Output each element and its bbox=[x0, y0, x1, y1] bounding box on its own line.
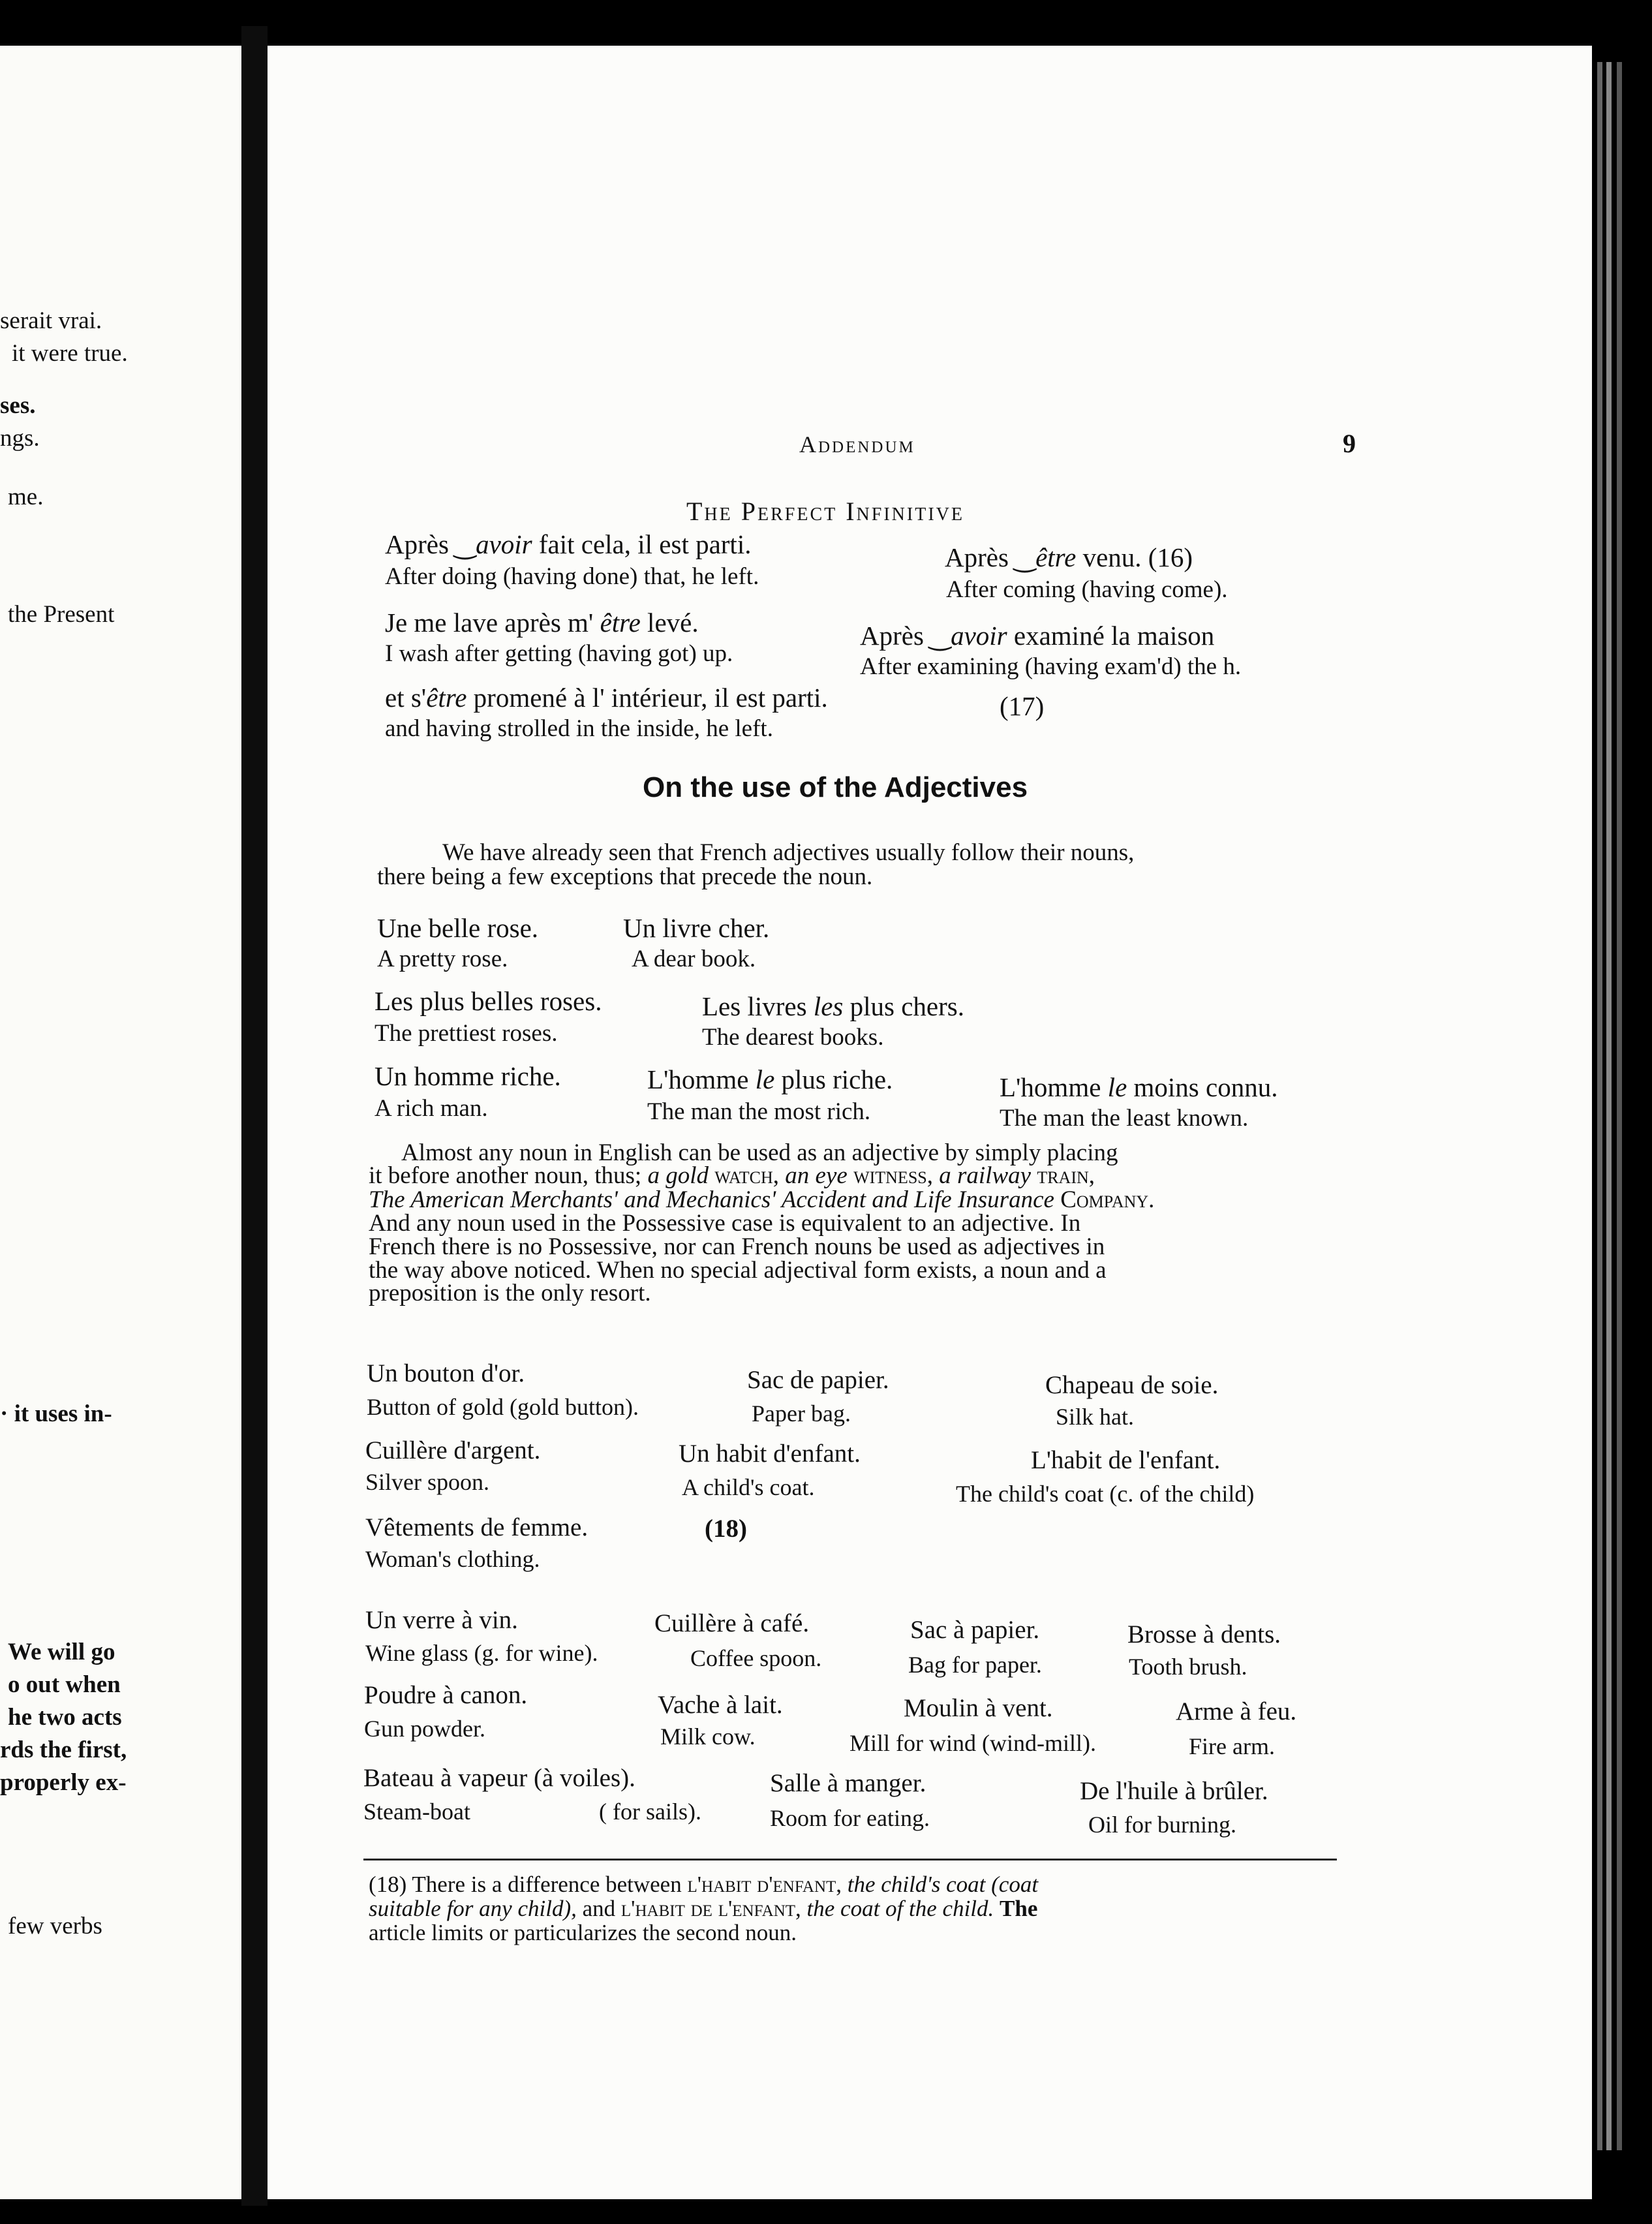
left-page-line: he two acts bbox=[8, 1704, 122, 1731]
left-page-line: it were true. bbox=[12, 340, 128, 367]
example-english: Silk hat. bbox=[1056, 1404, 1135, 1430]
example-english: Coffee spoon. bbox=[690, 1645, 822, 1671]
example-french: Sac de papier. bbox=[747, 1366, 889, 1394]
example-french: Vache à lait. bbox=[658, 1691, 783, 1719]
example-english: A pretty rose. bbox=[377, 946, 508, 972]
example-french: De l'huile à brûler. bbox=[1080, 1777, 1268, 1805]
paragraph-line: there being a few exceptions that precede the noun. bbox=[377, 863, 873, 890]
example-english: ( for sails). bbox=[599, 1799, 701, 1825]
paragraph-line: French there is no Possessive, nor can French nouns be used as adjectives in bbox=[369, 1233, 1105, 1260]
left-page-fragment bbox=[0, 46, 241, 2199]
example-english: After doing (having done) that, he left. bbox=[385, 563, 759, 590]
example-english: Milk cow. bbox=[660, 1723, 756, 1750]
example-english: After examining (having exam'd) the h. bbox=[860, 653, 1242, 680]
example-english: A dear book. bbox=[632, 946, 756, 972]
example-french: L'homme le moins connu. bbox=[1000, 1072, 1278, 1102]
example-english: The child's coat (c. of the child) bbox=[956, 1481, 1255, 1507]
example-french: et s'être promené à l' intérieur, il est parti. bbox=[385, 683, 828, 713]
left-page-line: ngs. bbox=[0, 425, 40, 452]
example-english: Paper bag. bbox=[752, 1400, 851, 1427]
example-french: Les livres les plus chers. bbox=[702, 991, 964, 1021]
left-page-line: me. bbox=[8, 484, 44, 510]
book-gutter bbox=[241, 26, 268, 2206]
example-french: Je me lave après m' être levé. bbox=[385, 608, 699, 638]
left-page-line: the Present bbox=[8, 601, 115, 628]
reference-number: (17) bbox=[1000, 691, 1045, 721]
paragraph-line: We have already seen that French adjectives usually follow their nouns, bbox=[442, 839, 1135, 866]
example-french: Cuillère à café. bbox=[654, 1609, 810, 1637]
page-edge bbox=[1606, 62, 1612, 2150]
page-edge bbox=[1617, 62, 1622, 2150]
example-french: Arme à feu. bbox=[1176, 1697, 1297, 1725]
example-french: L'homme le plus riche. bbox=[647, 1064, 893, 1094]
example-english: Woman's clothing. bbox=[365, 1546, 540, 1572]
section-heading: The Perfect Infinitive bbox=[686, 497, 964, 526]
example-french: Bateau à vapeur (à voiles). bbox=[363, 1764, 635, 1792]
example-english: Mill for wind (wind-mill). bbox=[849, 1730, 1096, 1756]
example-french: Un habit d'enfant. bbox=[679, 1440, 861, 1468]
left-page-line: few verbs bbox=[8, 1913, 102, 1939]
left-page-line: · it uses in- bbox=[0, 1400, 112, 1427]
footnote-rule bbox=[363, 1859, 1337, 1861]
paragraph-line: it before another noun, thus; a gold watch, an eye witness, a railway train, bbox=[369, 1162, 1095, 1189]
example-french: Un livre cher. bbox=[623, 913, 770, 943]
footnote-line: suitable for any child), and l'habit de l'enfant, the coat of the child. The bbox=[369, 1896, 1038, 1921]
example-french: Une belle rose. bbox=[377, 913, 539, 943]
example-french: Après ‿avoir examiné la maison bbox=[860, 621, 1215, 651]
example-english: I wash after getting (having got) up. bbox=[385, 640, 733, 667]
example-english: After coming (having come). bbox=[946, 576, 1228, 603]
example-french: Après ‿être venu. (16) bbox=[945, 542, 1193, 572]
example-french: Vêtements de femme. bbox=[365, 1513, 589, 1541]
example-french: Salle à manger. bbox=[770, 1769, 926, 1797]
left-page-line: rds the first, bbox=[0, 1737, 127, 1763]
page-number: 9 bbox=[1343, 429, 1356, 458]
paragraph-line: And any noun used in the Possessive case is equivalent to an adjective. In bbox=[369, 1210, 1081, 1237]
example-french: Un homme riche. bbox=[375, 1061, 561, 1091]
example-english: A child's coat. bbox=[682, 1474, 815, 1500]
example-english: Bag for paper. bbox=[908, 1652, 1042, 1678]
example-english: Oil for burning. bbox=[1088, 1812, 1236, 1838]
example-english: Room for eating. bbox=[770, 1805, 930, 1831]
example-french: L'habit de l'enfant. bbox=[1031, 1446, 1221, 1474]
example-french: Un verre à vin. bbox=[365, 1606, 518, 1634]
footnote-line: (18) There is a difference between l'habit d'enfant, the child's coat (coat bbox=[369, 1872, 1039, 1897]
left-page-line: ses. bbox=[0, 392, 36, 419]
example-english: Tooth brush. bbox=[1129, 1654, 1247, 1680]
paragraph-line: preposition is the only resort. bbox=[369, 1280, 651, 1306]
reference-number: (18) bbox=[705, 1515, 747, 1543]
example-english: The dearest books. bbox=[702, 1024, 884, 1051]
example-english: The prettiest roses. bbox=[375, 1020, 558, 1047]
example-english: and having strolled in the inside, he left. bbox=[385, 715, 773, 742]
paragraph-line: the way above noticed. When no special adjectival form exists, a noun and a bbox=[369, 1257, 1107, 1284]
example-english: The man the most rich. bbox=[647, 1098, 871, 1125]
page-edge bbox=[1597, 62, 1602, 2150]
example-french: Après ‿avoir fait cela, il est parti. bbox=[385, 529, 752, 559]
paragraph-line: Almost any noun in English can be used as an adjective by simply placing bbox=[401, 1139, 1118, 1166]
example-english: The man the least known. bbox=[1000, 1105, 1249, 1132]
example-english: Button of gold (gold button). bbox=[367, 1394, 639, 1420]
left-page-line: properly ex- bbox=[0, 1769, 127, 1796]
example-french: Cuillère d'argent. bbox=[365, 1436, 541, 1464]
paragraph-line: The American Merchants' and Mechanics' Accident and Life Insurance Company. bbox=[369, 1186, 1155, 1213]
example-french: Chapeau de soie. bbox=[1045, 1371, 1219, 1399]
example-english: Steam-boat bbox=[363, 1799, 470, 1825]
example-french: Poudre à canon. bbox=[364, 1681, 528, 1709]
footnote-line: article limits or particularizes the second noun. bbox=[369, 1920, 797, 1945]
example-english: A rich man. bbox=[375, 1095, 488, 1122]
example-english: Gun powder. bbox=[364, 1716, 485, 1742]
example-english: Fire arm. bbox=[1189, 1733, 1275, 1759]
left-page-line: We will go bbox=[8, 1639, 115, 1665]
left-page-line: serait vrai. bbox=[0, 307, 102, 334]
example-french: Brosse à dents. bbox=[1127, 1620, 1281, 1648]
example-english: Wine glass (g. for wine). bbox=[365, 1640, 598, 1666]
example-french: Moulin à vent. bbox=[904, 1694, 1053, 1722]
example-french: Les plus belles roses. bbox=[375, 986, 602, 1016]
example-french: Sac à papier. bbox=[910, 1616, 1040, 1644]
left-page-line: o out when bbox=[8, 1671, 121, 1698]
section-heading: On the use of the Adjectives bbox=[643, 771, 1028, 803]
example-french: Un bouton d'or. bbox=[367, 1359, 525, 1387]
example-english: Silver spoon. bbox=[365, 1469, 490, 1495]
running-head: Addendum bbox=[799, 431, 915, 457]
